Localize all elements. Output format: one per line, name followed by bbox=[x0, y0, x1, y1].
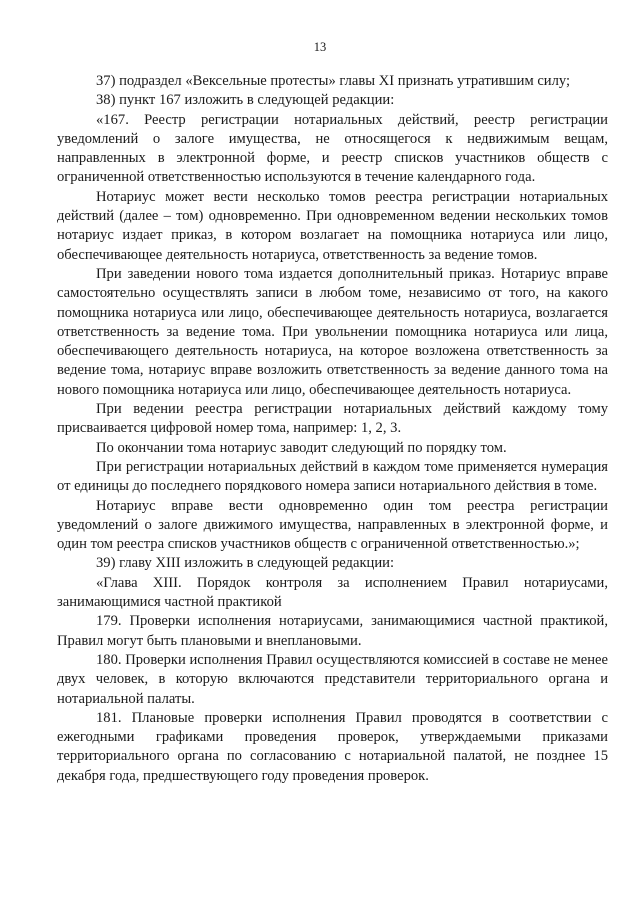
document-body bbox=[57, 72, 608, 786]
paragraph-clause-179: 179. Проверки исполнения нотариусами, занимающимися частной практикой, Правил могут быть плановыми и внеплановыми. bbox=[57, 613, 608, 649]
paragraph-numbering: При регистрации нотариальных действий в каждом томе применяется нумерация от единицы до последнего порядкового номера записи нотариального действия в томе. bbox=[57, 458, 608, 495]
paragraph-multiple-volumes: Нотариус может вести несколько томов реестра регистрации нотариальных действий (далее – том) одновременно. При одновременном ведении нескольких томов нотариус издает приказ, в котором возлагает на помощника нотариуса или лицо, обеспечивающее деятельность нотариуса, ответственность за ведение томов. bbox=[57, 188, 608, 263]
paragraph-volume-end: По окончании тома нотариус заводит следующий по порядку том. bbox=[96, 439, 507, 456]
paragraph-single-volume: Нотариус вправе вести одновременно один том реестра регистрации уведомлений о залоге движимого имущества, направленных в электронной форме, и один том реестра списков участников обществ с ограниченной ответственностью.»; bbox=[57, 497, 608, 553]
page-number: 13 bbox=[313, 40, 327, 54]
paragraph-item-38: 38) пункт 167 изложить в следующей редакции: bbox=[96, 92, 395, 109]
paragraph-volume-number: При ведении реестра регистрации нотариальных действий каждому тому присваивается цифровой номер тома, например: 1, 2, 3. bbox=[57, 401, 608, 437]
chapter-heading: «Глава XIII. Порядок контроля за исполнением Правил нотариусами, занимающимися частной практикой bbox=[57, 574, 608, 611]
paragraph-clause-181: 181. Плановые проверки исполнения Правил проводятся в соответствии с ежегодными графиками проведения проверок, утверждаемыми приказами территориального органа по согласованию с нотариальной палатой, не позднее 15 декабря года, предшествующего году проведения проверок. bbox=[57, 709, 608, 784]
paragraph-new-volume: При заведении нового тома издается дополнительный приказ. Нотариус вправе самостоятельно осуществлять записи в любом томе, независимо от того, на какого помощника нотариуса или лицо, обеспечивающее деятельность нотариуса, возлагается ответственность за ведение тома. При увольнении помощника нотариуса или лица, обеспечивающего деятельность нотариуса, на которое возложена ответственность за ведение тома, нотариус вправе возложить ответственность за ведение данного тома на нового помощника нотариуса или лицо, обеспечивающее деятельность нотариуса. bbox=[57, 265, 608, 398]
paragraph-item-37: 37) подраздел «Вексельные протесты» главы XI признать утратившим силу; bbox=[96, 73, 571, 89]
paragraph-item-39: 39) главу XIII изложить в следующей редакции: bbox=[96, 555, 395, 572]
paragraph-clause-167: «167. Реестр регистрации нотариальных действий, реестр регистрации уведомлений о залоге имущества, не относящегося к недвижимым вещам, направленных в электронной форме, и реестр списков участников обществ с ограниченной ответственностью используются в течение календарного года. bbox=[57, 111, 608, 186]
paragraph-clause-180: 180. Проверки исполнения Правил осуществляются комиссией в составе не менее двух человек, в которую включаются представители территориального органа и нотариальной палаты. bbox=[57, 651, 608, 707]
